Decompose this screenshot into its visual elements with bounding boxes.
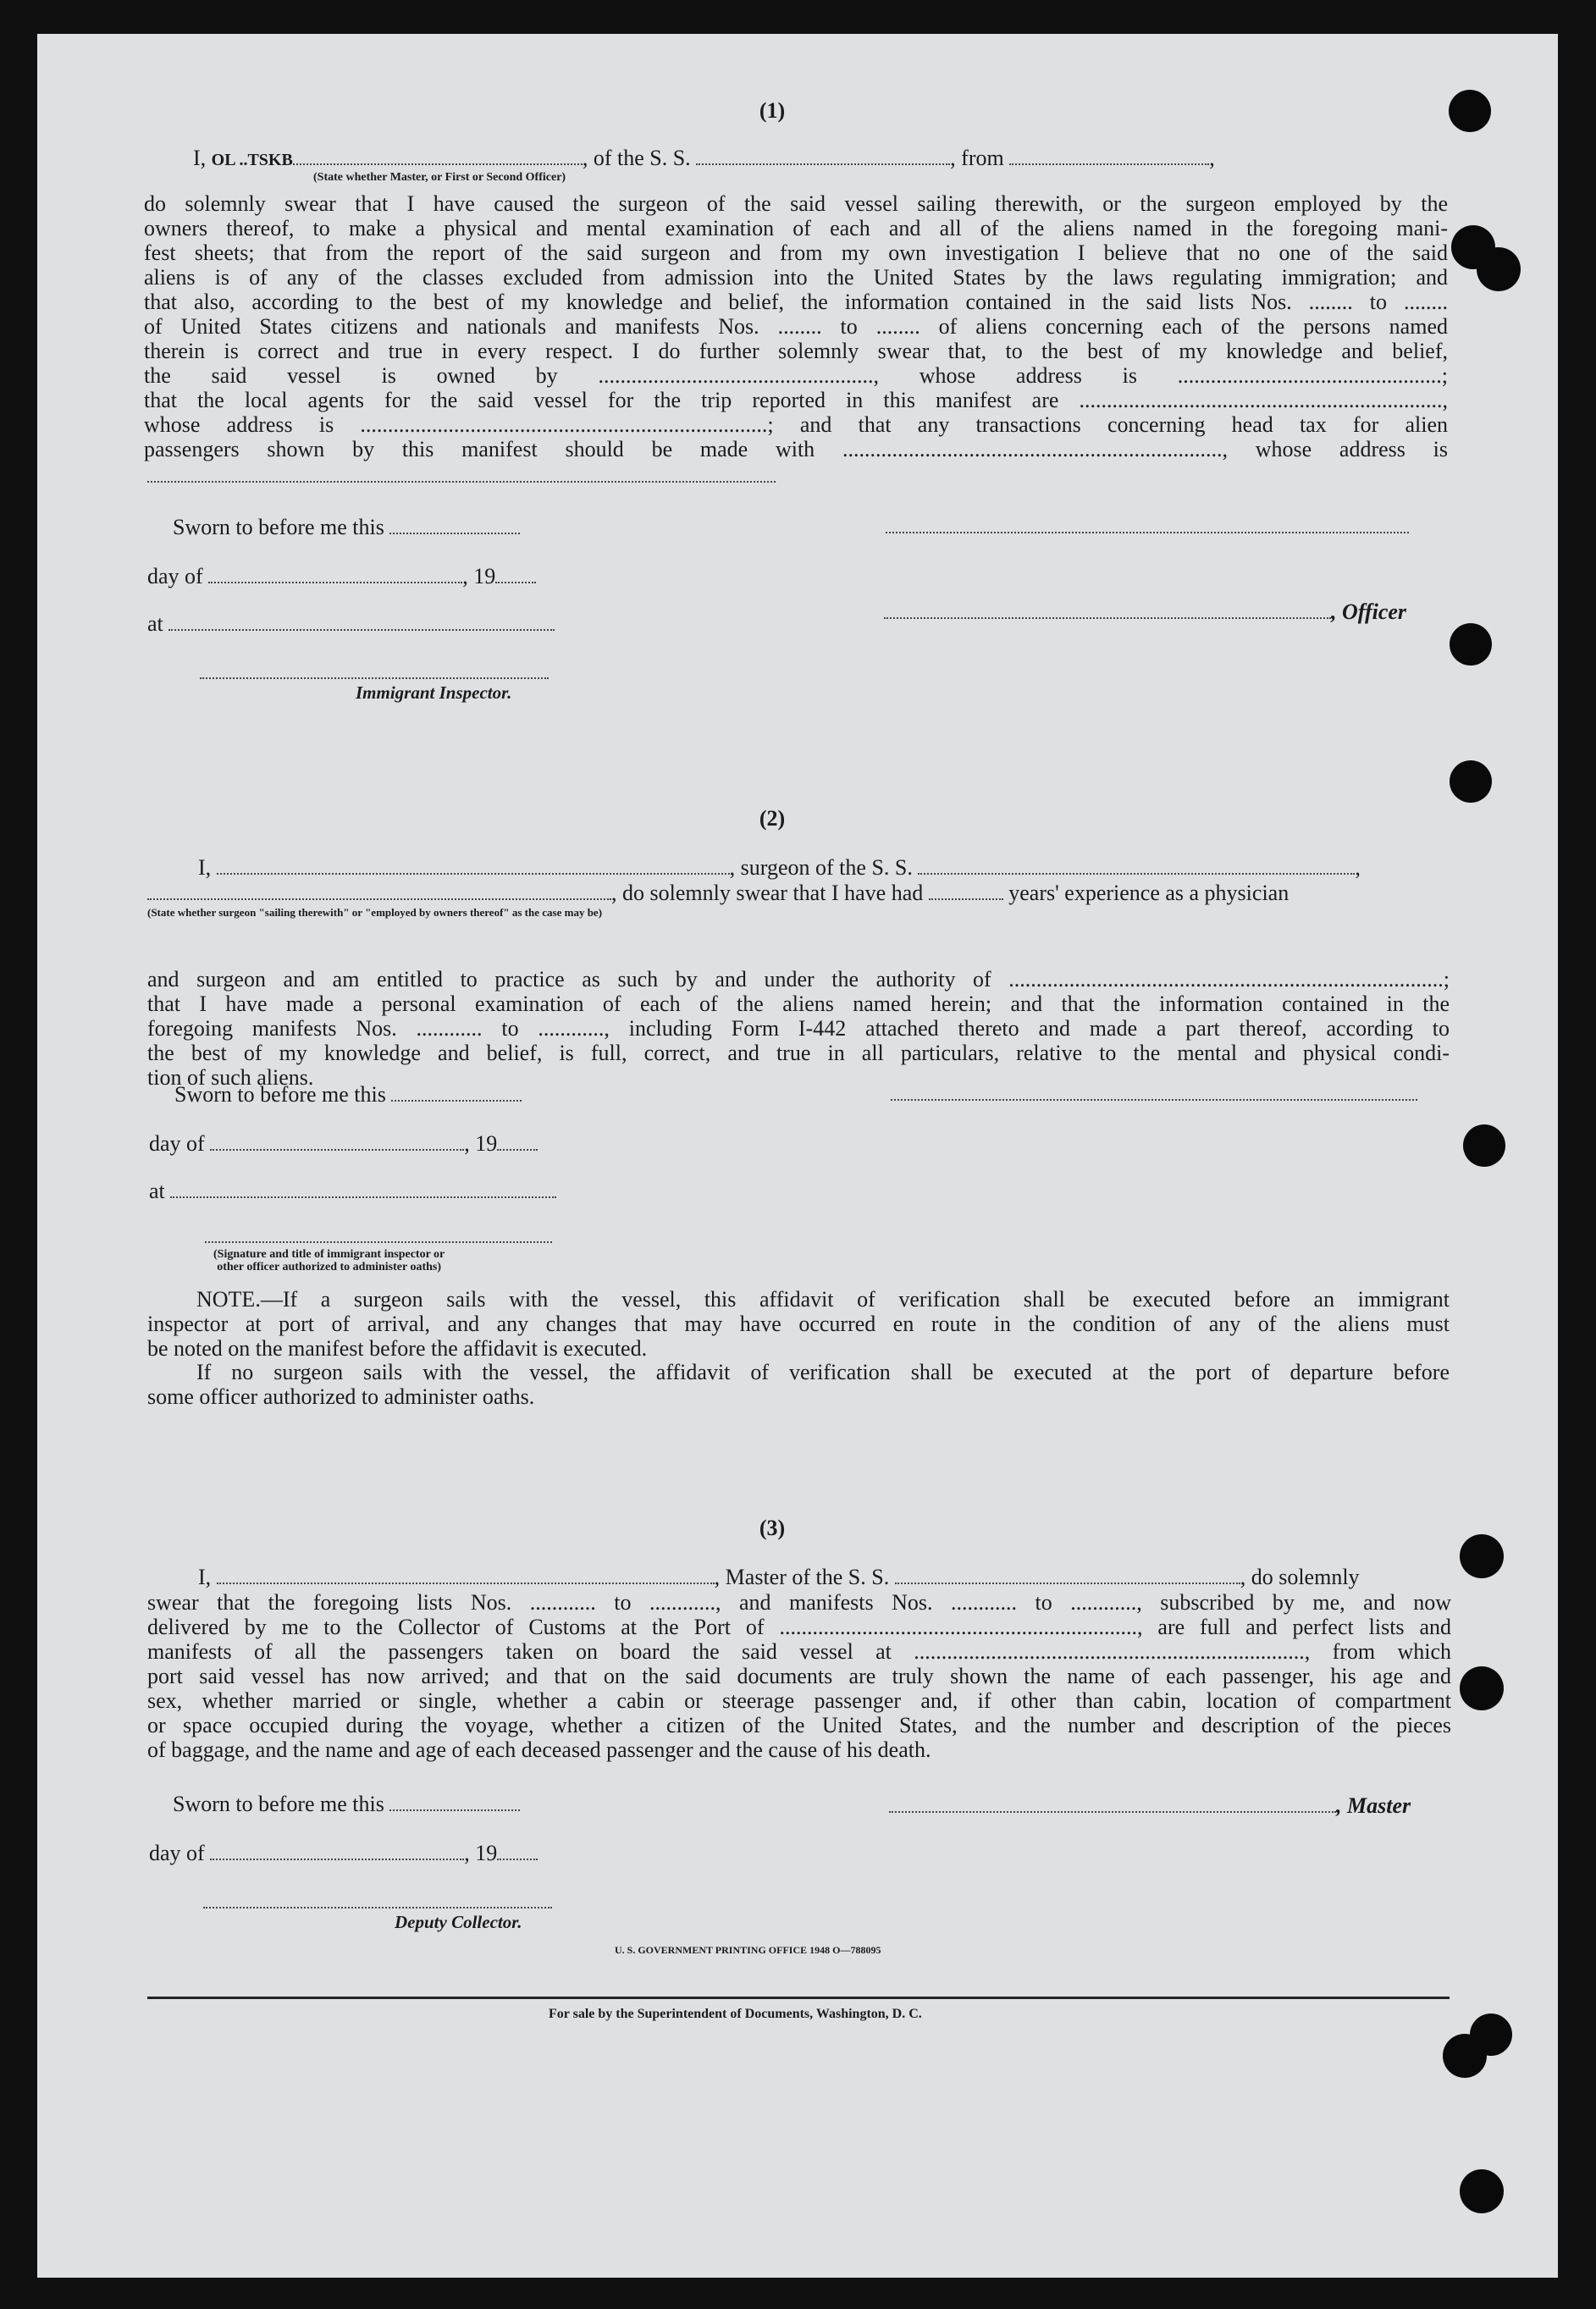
body-line: passengers shown by this manifest should be made with ....................................................................., whose address is — [144, 437, 1448, 461]
surgeon-signature-line[interactable] — [891, 1099, 1417, 1101]
section-2-status-note: (State whether surgeon "sailing therewith" or "employed by owners thereof" as the case may be) — [147, 906, 603, 919]
punch-hole-icon — [1460, 2169, 1504, 2213]
footer-divider — [147, 1997, 1450, 1999]
punch-hole-icon — [1450, 760, 1492, 803]
officer-signature-field[interactable] — [884, 602, 1331, 619]
officer-rank-field[interactable] — [293, 148, 583, 165]
master-label: , Master — [1336, 1793, 1411, 1818]
label-from: , from — [950, 146, 1004, 170]
note-line: some officer authorized to administer oaths. — [147, 1384, 535, 1409]
surgeon-status-field[interactable] — [147, 883, 611, 900]
body-line: aliens is of any of the classes excluded from admission into the United States by the laws regulating immigration; and — [144, 265, 1448, 290]
month-field[interactable] — [210, 1134, 464, 1151]
master-vessel-field[interactable] — [895, 1567, 1240, 1584]
body-line: manifests of all the passengers taken on board the said vessel at ......................................................................., from which — [147, 1639, 1451, 1664]
at-label: at — [147, 611, 163, 636]
section-3-body — [147, 1590, 1451, 1762]
month-field[interactable] — [208, 566, 462, 583]
section-1-rank-note: (State whether Master, or First or Second Officer) — [313, 171, 566, 184]
inspector-signature-line[interactable] — [200, 677, 549, 679]
body-line: that I have made a personal examination of each of the aliens named herein; and that the information contained in the — [147, 992, 1450, 1016]
day-of-label: day of — [149, 1131, 205, 1156]
master-name-field[interactable] — [217, 1567, 715, 1584]
year-field[interactable] — [495, 566, 536, 583]
day-of-line-1 — [147, 564, 536, 588]
body-line: swear that the foregoing lists Nos. ............ to ............, and manifests Nos. ............ to ............, subscribed by me, and now — [147, 1590, 1451, 1615]
month-field[interactable] — [210, 1843, 464, 1860]
collector-label: Deputy Collector. — [395, 1912, 522, 1932]
punch-hole-icon — [1460, 1666, 1504, 1710]
sworn-date-field[interactable] — [389, 1794, 520, 1811]
body-line: that also, according to the best of my knowledge and belief, the information contained in the said lists Nos. ........ to ........ — [144, 290, 1448, 314]
note-line: If no surgeon sails with the vessel, the affidavit of verification shall be executed at the port of departure before — [196, 1360, 1450, 1384]
signature-note-line: other officer authorized to administer oaths) — [217, 1261, 442, 1273]
body-line: the said vessel is owned by .................................................., whose address is ................................................; — [144, 363, 1448, 388]
sworn-date-field[interactable] — [389, 517, 520, 534]
punch-hole-icon — [1460, 1534, 1504, 1578]
body-line: of baggage, and the name and age of each deceased passenger and the cause of his death. — [147, 1737, 931, 1762]
year-prefix: , 19 — [462, 564, 496, 588]
officer-line — [884, 599, 1406, 624]
note-line: be noted on the manifest before the affidavit is executed. — [147, 1336, 648, 1361]
body-line: port said vessel has now arrived; and that on the said documents are truly shown the name of each passenger, his age and — [147, 1664, 1451, 1688]
origin-port-field[interactable] — [1009, 148, 1209, 165]
body-line: or space occupied during the voyage, whether a citizen of the United States, and the number and description of the pieces — [147, 1713, 1451, 1737]
signature-note — [213, 1248, 445, 1273]
body-line: owners thereof, to make a physical and mental examination of each and all of the aliens named in the foregoing mani- — [144, 216, 1448, 240]
signature-line[interactable] — [886, 532, 1409, 533]
address-continuation-line[interactable] — [147, 481, 776, 483]
section-2-line-1 — [198, 855, 1448, 880]
body-line: the best of my knowledge and belief, is full, correct, and true in all particulars, relative to the mental and physical condi- — [147, 1041, 1450, 1065]
year-prefix: , 19 — [464, 1841, 498, 1865]
signature-note-line: (Signature and title of immigrant inspector or — [213, 1248, 445, 1261]
section-2-number: (2) — [759, 806, 786, 831]
body-line: of United States citizens and nationals and manifests Nos. ........ to ........ of aliens concerning each of the persons named — [144, 314, 1448, 339]
surgeon-vessel-field[interactable] — [918, 858, 1355, 875]
punch-hole-icon — [1477, 247, 1521, 291]
section-1-body — [144, 191, 1448, 461]
printing-office-line: U. S. GOVERNMENT PRINTING OFFICE 1948 O—788095 — [615, 1944, 881, 1956]
note-line: inspector at port of arrival, and any changes that may have occurred en route in the condition of any of the aliens must — [147, 1312, 1450, 1336]
day-of-line-3 — [149, 1841, 538, 1865]
label-experience: , do solemnly swear that I have had — [611, 881, 924, 905]
administrator-signature-line[interactable] — [205, 1241, 552, 1243]
note-paragraph-2 — [147, 1360, 1450, 1409]
sworn-line-3 — [173, 1792, 520, 1816]
day-of-line-2 — [149, 1131, 538, 1156]
note-line: NOTE.—If a surgeon sails with the vessel, this affidavit of verification shall be executed before an immigrant — [196, 1287, 1450, 1312]
sworn-line-2 — [174, 1082, 522, 1107]
surgeon-name-field[interactable] — [217, 858, 730, 875]
label-i: I, — [198, 1565, 212, 1589]
section-3-number: (3) — [759, 1516, 786, 1540]
sworn-line-1 — [173, 515, 520, 539]
label-do-solemnly: , do solemnly — [1240, 1565, 1360, 1589]
comma: , — [1209, 146, 1215, 170]
at-place-field[interactable] — [170, 1181, 556, 1198]
form-page — [37, 34, 1558, 2278]
section-1-number: (1) — [759, 98, 786, 123]
body-line: therein is correct and true in every respect. I do further solemnly swear that, to the best of my knowledge and belief, — [144, 339, 1448, 363]
handwritten-officer-rank[interactable]: OL ..TSKB — [211, 151, 293, 169]
footer-text: For sale by the Superintendent of Documents, Washington, D. C. — [549, 2007, 922, 2021]
comma: , — [1355, 855, 1361, 880]
body-line: sex, whether married or single, whether a cabin or steerage passenger and, if other than cabin, location of compartment — [147, 1688, 1451, 1713]
section-3-line-1 — [198, 1565, 1451, 1589]
label-i: I, — [198, 855, 212, 880]
label-master-of-ss: , Master of the S. S. — [714, 1565, 890, 1589]
label-years-physician: years' experience as a physician — [1008, 881, 1290, 905]
note-paragraph-1 — [147, 1287, 1450, 1361]
master-signature-line — [889, 1793, 1411, 1818]
at-line-1 — [147, 611, 555, 636]
label-surgeon-of-ss: , surgeon of the S. S. — [729, 855, 913, 880]
label-of-ss: , of the S. S. — [582, 146, 691, 170]
body-line: whose address is ..........................................................................; and that any transactions concerning head tax for alien — [144, 412, 1448, 437]
years-field[interactable] — [929, 883, 1003, 900]
label-i: I, — [193, 146, 207, 170]
day-of-label: day of — [147, 564, 203, 588]
year-prefix: , 19 — [464, 1131, 498, 1156]
section-1-line-1 — [193, 146, 1446, 173]
punch-hole-icon — [1463, 1124, 1505, 1167]
inspector-label: Immigrant Inspector. — [356, 682, 512, 703]
collector-signature-line[interactable] — [203, 1907, 552, 1909]
punch-hole-icon — [1449, 90, 1491, 132]
body-line: foregoing manifests Nos. ............ to ............, including Form I-442 attached thereto and made a part thereof, according to — [147, 1016, 1450, 1041]
sworn-label: Sworn to before me this — [174, 1082, 386, 1107]
master-signature-field[interactable] — [889, 1796, 1336, 1813]
body-line: tion of such aliens. — [147, 1065, 314, 1090]
at-line-2 — [149, 1179, 556, 1203]
section-2-body — [147, 967, 1450, 1090]
day-of-label: day of — [149, 1841, 205, 1865]
section-2-line-2 — [147, 881, 1451, 905]
vessel-name-field[interactable] — [696, 148, 950, 165]
body-line: fest sheets; that from the report of the said surgeon and from my own investigation I believe that no one of the said — [144, 240, 1448, 265]
body-line: and surgeon and am entitled to practice as such by and under the authority of ...............................................................................; — [147, 967, 1450, 992]
officer-label: , Officer — [1331, 599, 1407, 624]
sworn-date-field[interactable] — [391, 1085, 522, 1102]
year-field[interactable] — [497, 1843, 538, 1860]
year-field[interactable] — [497, 1134, 538, 1151]
punch-hole-icon — [1450, 623, 1492, 666]
body-line: delivered by me to the Collector of Customs at the Port of ................................................................., are full and perfect lists and — [147, 1615, 1451, 1639]
at-label: at — [149, 1179, 165, 1203]
body-line: that the local agents for the said vessel for the trip reported in this manifest are .................................................................., — [144, 388, 1448, 412]
sworn-label: Sworn to before me this — [173, 515, 384, 539]
sworn-label: Sworn to before me this — [173, 1792, 384, 1816]
punch-hole-icon — [1443, 2034, 1487, 2078]
body-line: do solemnly swear that I have caused the surgeon of the said vessel sailing therewith, or the surgeon employed by the — [144, 191, 1448, 216]
at-place-field[interactable] — [168, 614, 555, 631]
